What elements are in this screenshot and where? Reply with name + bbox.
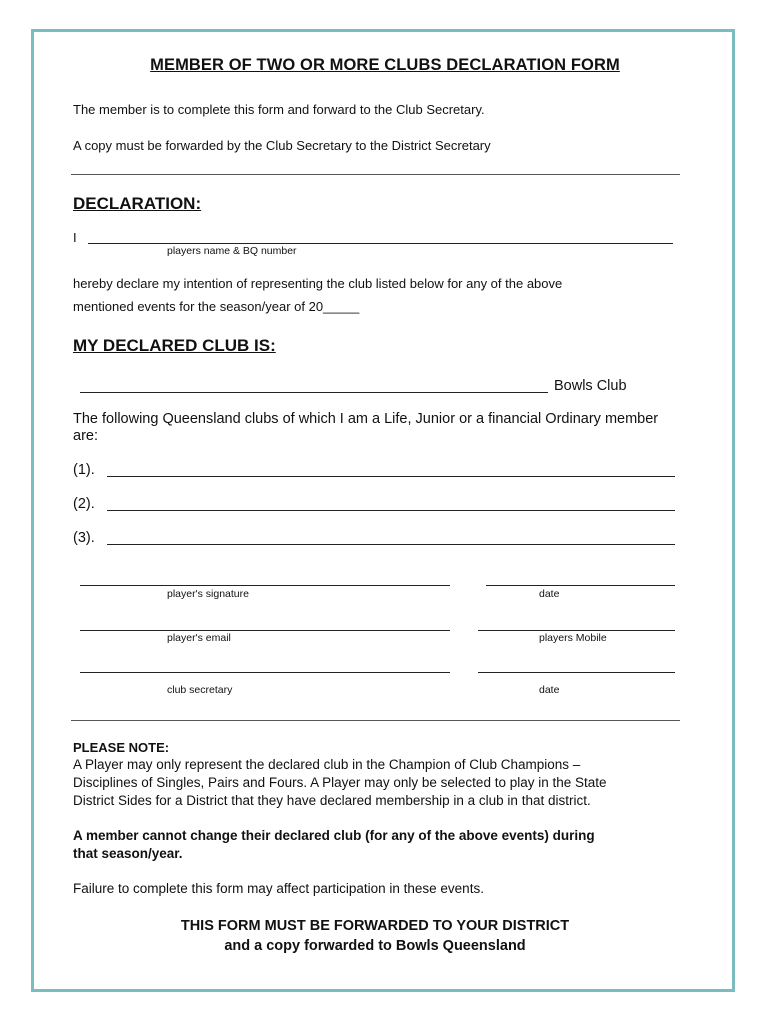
signature-date-field[interactable] (486, 585, 675, 586)
please-note-heading: PLEASE NOTE: (73, 740, 170, 755)
club-item-2-label: (2). (73, 496, 95, 512)
player-name-field[interactable] (88, 243, 673, 244)
declaration-heading: DECLARATION: (73, 194, 202, 213)
player-name-caption: players name & BQ number (167, 245, 297, 257)
declared-club-heading: MY DECLARED CLUB IS: (73, 336, 276, 355)
declaration-statement-2: mentioned events for the season/year of 20_____ (73, 299, 360, 314)
player-signature-caption: player's signature (167, 588, 249, 600)
club-item-3-field[interactable] (107, 544, 675, 545)
note-line-1: A Player may only represent the declared club in the Champion of Club Champions – (73, 757, 581, 772)
failure-note: Failure to complete this form may affect participation in these events. (73, 881, 484, 896)
signature-date-caption: date (539, 588, 560, 600)
bold-note-line-2: that season/year. (73, 846, 183, 861)
divider-bottom (71, 720, 680, 721)
club-item-2-field[interactable] (107, 510, 675, 511)
note-line-2: Disciplines of Singles, Pairs and Fours. A Player may only be selected to play in the State (73, 775, 607, 790)
divider-top (71, 174, 680, 175)
intro-line-1: The member is to complete this form and forward to the Club Secretary. (73, 102, 485, 117)
bold-note-line-1: A member cannot change their declared club (for any of the above events) during (73, 828, 595, 843)
declaration-statement-1: hereby declare my intention of representing the club listed below for any of the above (73, 276, 563, 291)
secretary-date-field[interactable] (478, 672, 675, 673)
secretary-date-caption: date (539, 684, 560, 696)
note-line-3: District Sides for a District that they have declared membership in a club in that district. (73, 793, 591, 808)
footer-line-1: THIS FORM MUST BE FORWARDED TO YOUR DISTRICT (180, 918, 570, 934)
intro-line-2: A copy must be forwarded by the Club Secretary to the District Secretary (73, 138, 491, 153)
players-mobile-field[interactable] (478, 630, 675, 631)
footer-line-2: and a copy forwarded to Bowls Queensland (224, 938, 526, 954)
declared-club-field[interactable] (80, 392, 548, 393)
players-mobile-caption: players Mobile (539, 632, 607, 644)
club-item-3-label: (3). (73, 530, 95, 546)
form-title: MEMBER OF TWO OR MORE CLUBS DECLARATION FORM (150, 56, 620, 74)
club-secretary-caption: club secretary (167, 684, 233, 696)
player-email-field[interactable] (80, 630, 450, 631)
player-signature-field[interactable] (80, 585, 450, 586)
club-item-1-field[interactable] (107, 476, 675, 477)
declaration-prefix: I (73, 230, 77, 245)
club-item-1-label: (1). (73, 462, 95, 478)
other-clubs-text: The following Queensland clubs of which I am a Life, Junior or a financial Ordinary member are: (73, 411, 659, 444)
player-email-caption: player's email (167, 632, 231, 644)
club-secretary-field[interactable] (80, 672, 450, 673)
bowls-club-suffix: Bowls Club (554, 378, 627, 394)
